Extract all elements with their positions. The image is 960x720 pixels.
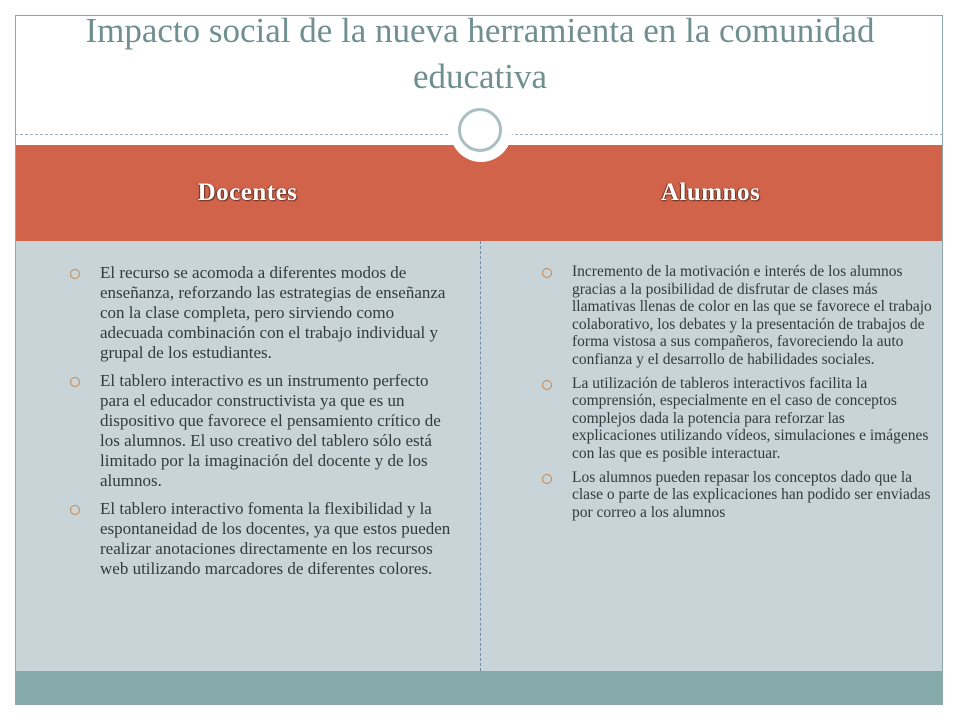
circle-bullet-icon xyxy=(542,380,552,390)
circle-bullet-icon xyxy=(70,505,80,515)
list-item xyxy=(572,375,932,463)
list-item-text: La utilización de tableros interactivos facilita la comprensión, especialmente en el caso de conceptos complejos dada la potencia para reforzar las explicaciones utilizando vídeos, simulaciones e imágenes con las que es posible interactuar. xyxy=(572,374,929,462)
list-item-text: El tablero interactivo es un instrumento perfecto para el educador constructivista ya que es un dispositivo que favorece el pensamiento crítico de los alumnos. El uso creativo del tablero sólo está limitado por la imaginación del docente y de los alumnos. xyxy=(100,371,441,490)
circle-bullet-icon xyxy=(70,377,80,387)
column-divider xyxy=(480,241,481,671)
list-item-text: Los alumnos pueden repasar los conceptos dado que la clase o parte de las explicaciones han podido ser enviadas por correo a los alumnos xyxy=(572,468,931,521)
list-item-text: Incremento de la motivación e interés de los alumnos gracias a la posibilidad de disfrutar de clases más llamativas llenas de color en las que se favorece el trabajo colaborativo, los debates y la presentación de trabajos de forma vistosa a sus compañeros, favoreciendo la auto confianza y el desarrollo de habilidades sociales. xyxy=(572,263,932,368)
circle-bullet-icon xyxy=(70,269,80,279)
docentes-list xyxy=(100,263,460,587)
list-item xyxy=(100,263,460,363)
column-header-alumnos: Alumnos xyxy=(660,179,761,206)
list-item xyxy=(572,263,932,369)
footer-band xyxy=(16,671,942,704)
circle-bullet-icon xyxy=(542,268,552,278)
alumnos-list xyxy=(572,263,932,527)
circle-bullet-icon xyxy=(542,474,552,484)
list-item-text: El recurso se acomoda a diferentes modos de enseñanza, reforzando las estrategias de enseñanza con la clase completa, pero sirviendo como adecuada combinación con el trabajo individual y grupal de los estudiantes. xyxy=(100,263,446,362)
list-item xyxy=(100,371,460,491)
circle-ring-icon xyxy=(458,108,502,152)
list-item xyxy=(572,469,932,522)
list-item xyxy=(100,499,460,579)
list-item-text: El tablero interactivo fomenta la flexibilidad y la espontaneidad de los docentes, ya que estos pueden realizar anotaciones directamente en los recursos web utilizando marcadores de diferentes colores. xyxy=(100,499,451,578)
slide-title: Impacto social de la nueva herramienta en la comunidad educativa xyxy=(85,11,875,96)
column-header-docentes: Docentes xyxy=(197,179,298,206)
